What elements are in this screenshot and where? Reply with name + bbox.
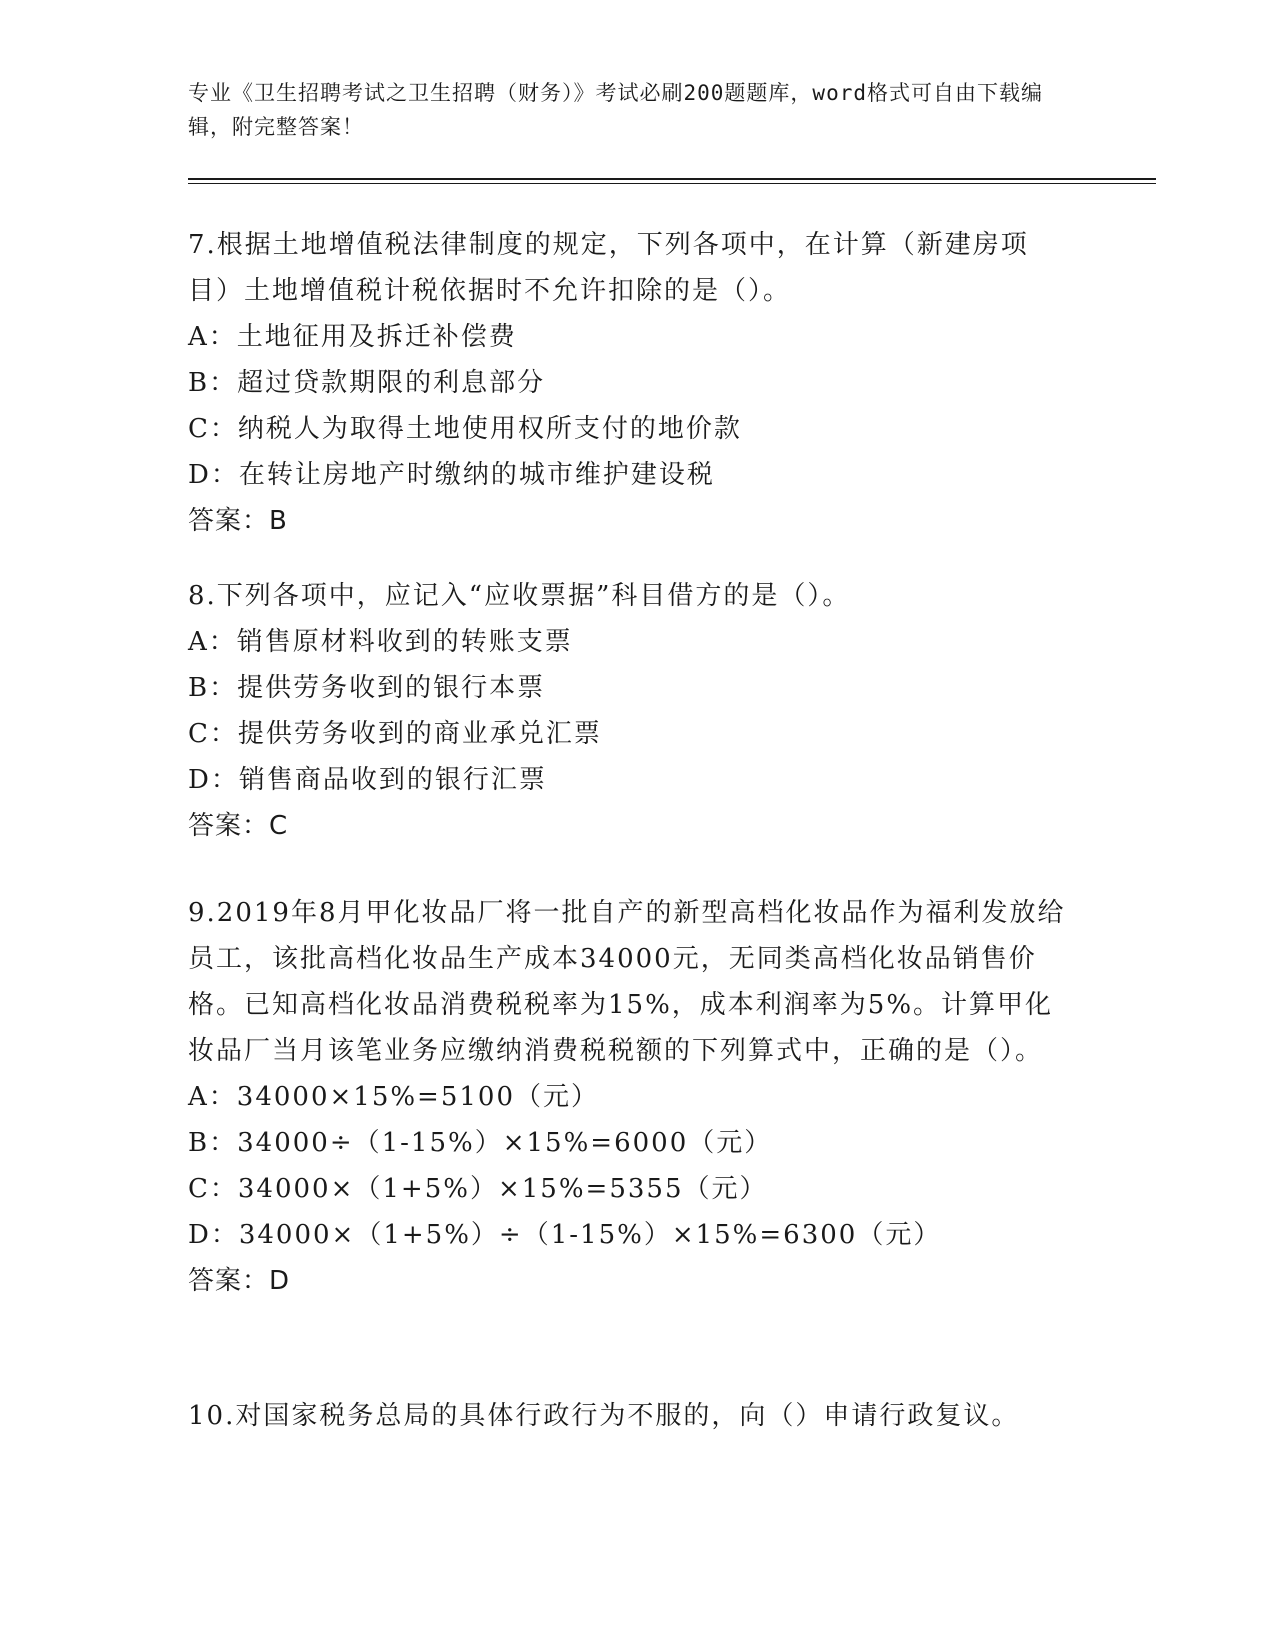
header-divider	[188, 178, 1156, 184]
option-c: C：提供劳务收到的商业承兑汇票	[188, 719, 602, 749]
answer: 答案：D	[188, 1266, 291, 1296]
option-b: B：超过贷款期限的利息部分	[188, 368, 546, 398]
option-d: D：34000×（1+5%）÷（1-15%）×15%=6300（元）	[188, 1220, 942, 1250]
option-b: B：提供劳务收到的银行本票	[188, 673, 546, 703]
option-c: C：纳税人为取得土地使用权所支付的地价款	[188, 414, 742, 444]
option-a: A：土地征用及拆迁补偿费	[188, 322, 517, 352]
answer: 答案：C	[188, 811, 289, 841]
option-d: D：销售商品收到的银行汇票	[188, 765, 547, 795]
option-d: D：在转让房地产时缴纳的城市维护建设税	[188, 460, 715, 490]
option-c: C：34000×（1+5%）×15%=5355（元）	[188, 1174, 768, 1204]
document-header: 专业《卫生招聘考试之卫生招聘（财务）》考试必刷200题题库，word格式可自由下载编辑，附完整答案！	[188, 81, 1043, 139]
question-7	[188, 222, 1068, 544]
question-stem: 7.根据土地增值税法律制度的规定，下列各项中，在计算（新建房项目）土地增值税计税依据时不允许扣除的是（）。	[188, 230, 1029, 306]
question-stem: 10.对国家税务总局的具体行政行为不服的，向（）申请行政复议。	[188, 1401, 1020, 1431]
option-a: A：销售原材料收到的转账支票	[188, 627, 573, 657]
question-stem: 8.下列各项中，应记入“应收票据”科目借方的是（）。	[188, 581, 851, 611]
question-9	[188, 890, 1068, 1304]
question-stem: 9.2019年8月甲化妆品厂将一批自产的新型高档化妆品作为福利发放给员工，该批高档化妆品生产成本34000元，无同类高档化妆品销售价格。已知高档化妆品消费税税率为15%，成本利润率为5%。计算甲化妆品厂当月该笔业务应缴纳消费税税额的下列算式中，正确的是（）。	[188, 898, 1066, 1066]
answer: 答案：B	[188, 506, 288, 536]
question-10	[188, 1393, 1068, 1439]
option-a: A：34000×15%=5100（元）	[188, 1082, 600, 1112]
option-b: B：34000÷（1-15%）×15%=6000（元）	[188, 1128, 773, 1158]
question-8	[188, 573, 1068, 849]
